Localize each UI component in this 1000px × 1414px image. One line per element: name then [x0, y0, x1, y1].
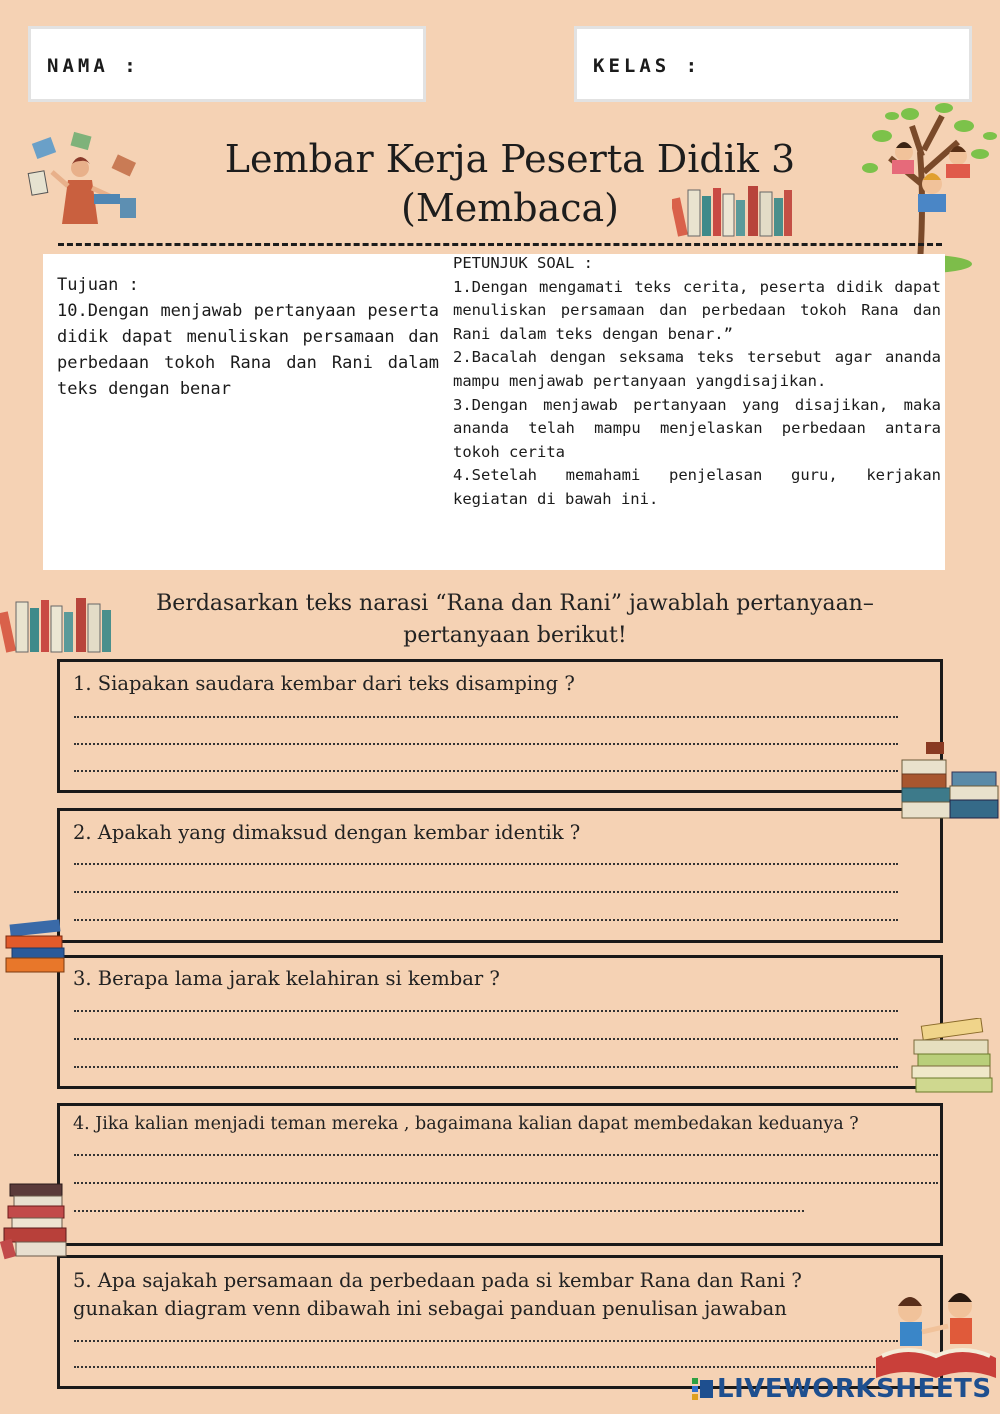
answer-line[interactable] — [74, 1340, 898, 1342]
answer-line[interactable] — [74, 1182, 938, 1184]
answer-line[interactable] — [74, 1038, 898, 1040]
page-subtitle: (Membaca) — [401, 186, 619, 230]
book-stack-icon — [2, 916, 72, 976]
bookshelf-icon — [0, 594, 114, 654]
instruction-line: Berdasarkan teks narasi “Rana dan Rani” jawablah pertanyaan– — [156, 591, 874, 616]
nama-field[interactable] — [28, 26, 426, 102]
answer-line[interactable] — [74, 1010, 898, 1012]
answer-line[interactable] — [74, 891, 898, 893]
question-box-3 — [57, 955, 943, 1089]
tree-kids-reading-illustration — [852, 96, 1000, 276]
answer-line[interactable] — [74, 863, 898, 865]
tujuan-text: 10.Dengan menjawab pertanyaan peserta didik dapat menuliskan persamaan dan perbedaan tokoh Rana dan Rani dalam teks dengan benar — [57, 301, 439, 399]
dashed-divider — [58, 243, 942, 246]
book-stack-icon — [0, 1180, 72, 1260]
question-box-4 — [57, 1103, 943, 1246]
kelas-label: KELAS : — [593, 55, 702, 77]
petunjuk-item: 4.Setelah memahami penjelasan guru, kerjakan kegiatan di bawah ini. — [453, 466, 941, 508]
nama-label: NAMA : — [47, 55, 140, 77]
page-title: Lembar Kerja Peserta Didik 3 — [224, 137, 796, 181]
petunjuk-section — [453, 252, 941, 512]
info-panel — [43, 254, 945, 570]
answer-line[interactable] — [74, 919, 898, 921]
question-text: 2. Apakah yang dimaksud dengan kembar identik ? — [73, 821, 581, 844]
petunjuk-item: 1.Dengan mengamati teks cerita, peserta didik dapat menuliskan persamaan dan perbedaan tokoh Rana dan Rani dalam teks dengan benar.” — [453, 277, 941, 343]
liveworksheets-logo — [692, 1374, 992, 1404]
watermark-text: LIVEWORKSHEETS — [717, 1374, 992, 1404]
question-box-1 — [57, 659, 943, 793]
bookshelf-icon — [672, 182, 794, 238]
tujuan-section — [57, 272, 439, 402]
liveworksheets-icon — [692, 1378, 714, 1400]
question-box-5 — [57, 1255, 943, 1389]
tujuan-heading: Tujuan : — [57, 275, 139, 295]
instruction-line: pertanyaan berikut! — [403, 623, 627, 648]
answer-line[interactable] — [74, 1066, 898, 1068]
answer-line[interactable] — [74, 770, 898, 772]
petunjuk-heading: PETUNJUK SOAL : — [453, 254, 593, 272]
question-box-2 — [57, 808, 943, 943]
kelas-field[interactable] — [574, 26, 972, 102]
book-stack-icon — [896, 738, 1000, 826]
question-text: 5. Apa sajakah persamaan da perbedaan pada si kembar Rana dan Rani ? — [73, 1269, 802, 1292]
answer-line[interactable] — [74, 743, 898, 745]
question-text: 4. Jika kalian menjadi teman mereka , bagaimana kalian dapat membedakan keduanya ? — [73, 1114, 859, 1134]
answer-line[interactable] — [74, 1154, 938, 1156]
book-stack-icon — [904, 1018, 1000, 1094]
kids-on-book-illustration — [872, 1288, 1000, 1382]
question-text: 1. Siapakan saudara kembar dari teks disamping ? — [73, 672, 575, 695]
question-text: 3. Berapa lama jarak kelahiran si kembar ? — [73, 967, 500, 990]
answer-line[interactable] — [74, 1366, 898, 1368]
petunjuk-item: 3.Dengan menjawab pertanyaan yang disajikan, maka ananda telah mampu menjelaskan perbedaan antara tokoh cerita — [453, 395, 941, 461]
petunjuk-item: 2.Bacalah dengan seksama teks tersebut agar ananda mampu menjawab pertanyaan yangdisajikan. — [453, 348, 941, 390]
answer-line[interactable] — [74, 716, 898, 718]
question-text: gunakan diagram venn dibawah ini sebagai panduan penulisan jawaban — [73, 1297, 787, 1320]
answer-line[interactable] — [74, 1210, 804, 1212]
teacher-with-books-illustration — [22, 128, 142, 238]
